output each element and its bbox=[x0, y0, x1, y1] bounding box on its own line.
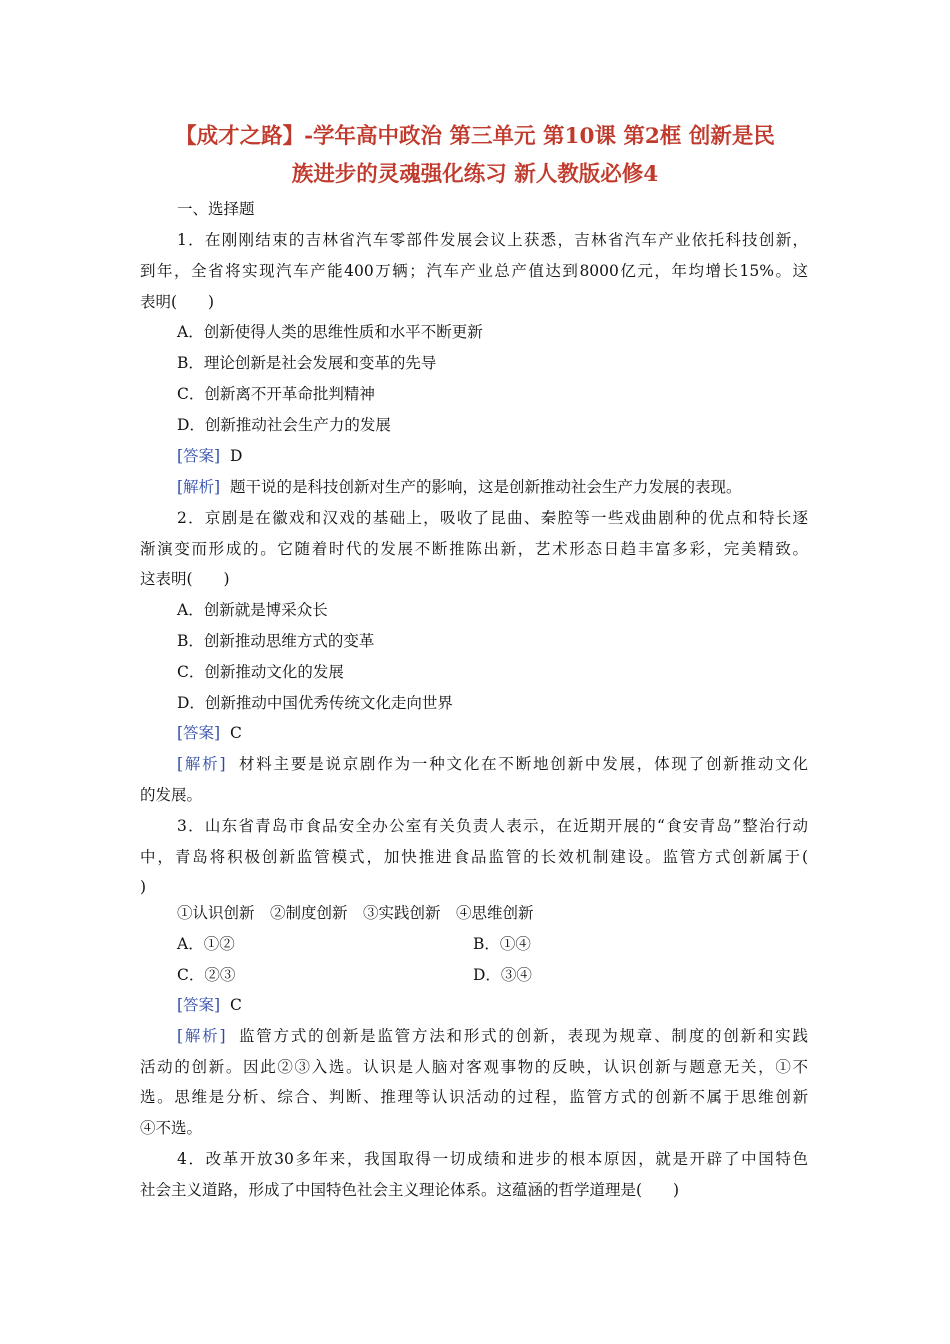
analysis-text: 材料主要是说京剧作为一种文化在不断地创新中发展，体现了创新推动文化 bbox=[238, 755, 808, 773]
analysis-tag: [解析] bbox=[177, 1027, 226, 1045]
q1-option-c: C．创新离不开革命批判精神 bbox=[177, 385, 375, 403]
q3-option-d: D．③④ bbox=[473, 966, 532, 984]
answer-tag: [答案] bbox=[177, 447, 221, 465]
q3-items: ①认识创新 ②制度创新 ③实践创新 ④思维创新 bbox=[177, 904, 534, 922]
q1-answer bbox=[177, 441, 808, 472]
q2-analysis-line-1 bbox=[177, 749, 808, 780]
answer-tag: [答案] bbox=[177, 724, 221, 742]
q2-answer bbox=[177, 718, 808, 749]
q2-stem-line-2: 渐演变而形成的。它随着时代的发展不断推陈出新，艺术形态日趋丰富多彩，完美精致。 bbox=[140, 540, 808, 558]
q1-option-d: D．创新推动社会生产力的发展 bbox=[177, 416, 391, 434]
q3-analysis-line-1 bbox=[177, 1021, 808, 1052]
q2-option-a: A．创新就是博采众长 bbox=[177, 601, 328, 619]
answer-value: C bbox=[229, 996, 242, 1014]
q2-option-b: B．创新推动思维方式的变革 bbox=[177, 632, 375, 650]
q3-stem-line-2: 中，青岛将积极创新监管模式，加快推进食品监管的长效机制建设。监管方式创新属于( bbox=[140, 848, 808, 866]
analysis-tag: [解析] bbox=[177, 755, 226, 773]
q1-stem-line-2: 到年，全省将实现汽车产能400万辆；汽车产业总产值达到8000亿元，年均增长15%。这 bbox=[140, 262, 808, 280]
q4-stem-line-2: 社会主义道路，形成了中国特色社会主义理论体系。这蕴涵的哲学道理是( ) bbox=[140, 1181, 680, 1199]
q2-stem-line-1: 2．京剧是在徽戏和汉戏的基础上，吸收了昆曲、秦腔等一些戏曲剧种的优点和特长逐 bbox=[177, 509, 808, 527]
q2-analysis-line-2: 的发展。 bbox=[140, 786, 203, 804]
q1-stem-line-1: 1．在刚刚结束的吉林省汽车零部件发展会议上获悉，吉林省汽车产业依托科技创新， bbox=[177, 231, 808, 249]
q1-option-b: B．理论创新是社会发展和变革的先导 bbox=[177, 354, 437, 372]
q3-answer bbox=[177, 990, 808, 1021]
answer-value: D bbox=[229, 447, 243, 465]
answer-value: C bbox=[229, 724, 242, 742]
document-title-line-2: 族进步的灵魂强化练习 新人教版必修4 bbox=[291, 162, 659, 187]
q4-stem-line-1: 4．改革开放30多年来，我国取得一切成绩和进步的根本原因，就是开辟了中国特色 bbox=[177, 1150, 808, 1168]
q3-analysis-line-2: 活动的创新。因此②③入选。认识是人脑对客观事物的反映，认识创新与题意无关，①不 bbox=[140, 1058, 808, 1076]
q2-option-c: C．创新推动文化的发展 bbox=[177, 663, 344, 681]
q3-stem-line-3: ) bbox=[140, 878, 147, 896]
q1-option-a: A．创新使得人类的思维性质和水平不断更新 bbox=[177, 323, 483, 341]
analysis-tag: [解析] bbox=[177, 478, 221, 496]
section-heading: 一、选择题 bbox=[177, 200, 255, 218]
q3-analysis-line-4: ④不选。 bbox=[140, 1119, 203, 1137]
analysis-text: 监管方式的创新是监管方法和形式的创新，表现为规章、制度的创新和实践 bbox=[238, 1027, 808, 1045]
analysis-text: 题干说的是科技创新对生产的影响，这是创新推动社会生产力发展的表现。 bbox=[229, 478, 742, 496]
answer-tag: [答案] bbox=[177, 996, 221, 1014]
q3-option-c: C．②③ bbox=[177, 966, 236, 984]
q3-stem-line-1: 3．山东省青岛市食品安全办公室有关负责人表示，在近期开展的“食安青岛”整治行动 bbox=[177, 817, 808, 835]
q2-option-d: D．创新推动中国优秀传统文化走向世界 bbox=[177, 694, 453, 712]
q3-option-b: B．①④ bbox=[473, 935, 531, 953]
q1-stem-line-3: 表明( ) bbox=[140, 293, 215, 311]
q2-stem-line-3: 这表明( ) bbox=[140, 570, 230, 588]
q3-option-a: A．①② bbox=[177, 935, 235, 953]
q3-analysis-line-3: 选。思维是分析、综合、判断、推理等认识活动的过程，监管方式的创新不属于思维创新 bbox=[140, 1088, 808, 1106]
q1-analysis bbox=[177, 472, 808, 503]
document-title-line-1: 【成才之路】-学年高中政治 第三单元 第10课 第2框 创新是民 bbox=[175, 124, 775, 149]
